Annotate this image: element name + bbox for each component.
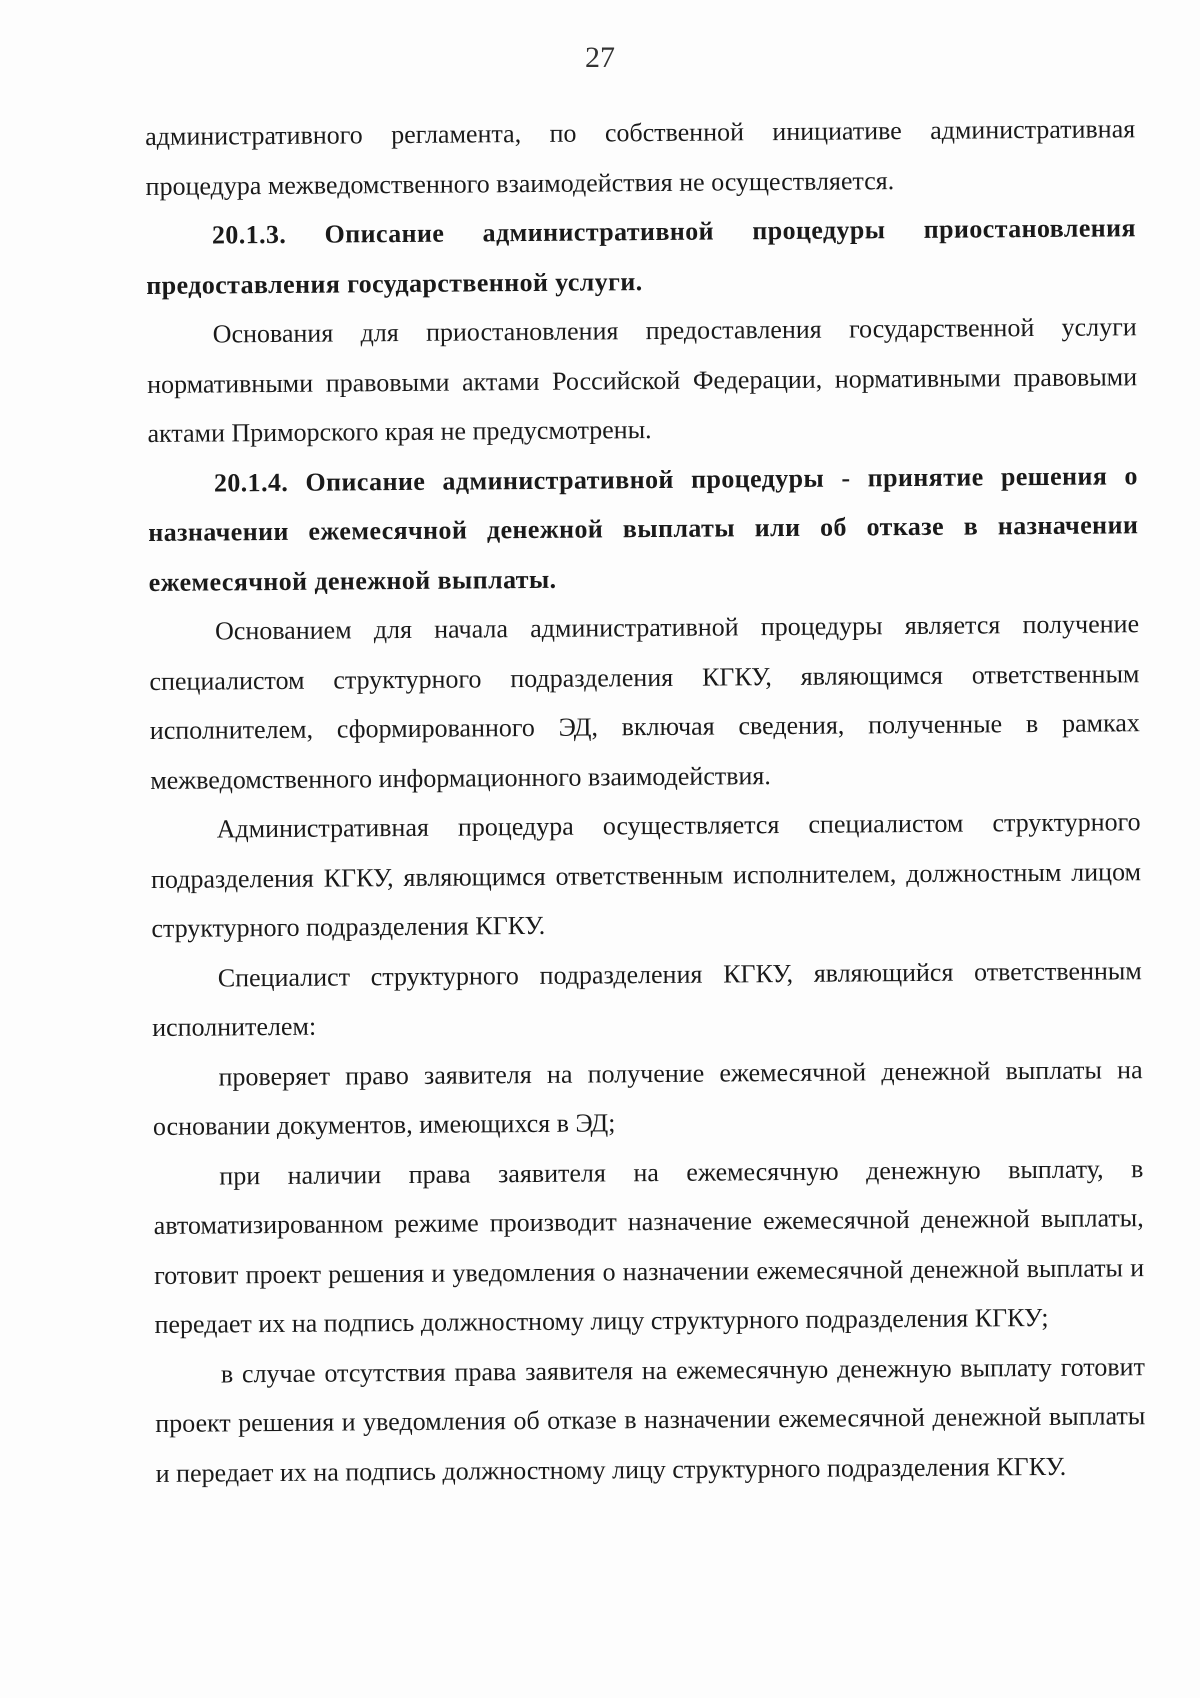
document-body [145,104,1146,1498]
paragraph-specialist-intro: Специалист структурного подразделения КГКУ, являющийся ответственным исполнителем: [152,955,1142,1042]
list-item-checks-right: проверяет право заявителя на получение ежемесячной денежной выплаты на основании документов, имеющихся в ЭД; [152,1054,1143,1141]
section-heading-20-1-4: 20.1.4. Описание административной процедуры - принятие решения о назначении ежемесячной денежной выплаты или об отказе в назначении ежемесячной денежной выплаты. [148,460,1139,597]
paragraph-procedure-basis: Основанием для начала административной процедуры является получение специалистом структурного подразделения КГКУ, являющимся ответственным исполнителем, сформированного ЭД, включая сведения, полученные в рамках межведомственного информационного взаимодействия. [149,609,1140,795]
list-item-right-present: при наличии права заявителя на ежемесячную денежную выплату, в автоматизированном режиме производит назначение ежемесячной денежной выплаты, готовит проект решения и уведомления о назначении ежемесячной денежной выплаты и передает их на подпись должностному лицу структурного подразделения КГКУ; [153,1153,1145,1339]
paragraph-continuation: административного регламента, по собственной инициативе административная процедура межведомственного взаимодействия не осуществляется. [145,114,1136,201]
section-heading-20-1-3: 20.1.3. Описание административной процедуры приостановления предоставления государственной услуги. [146,213,1137,300]
paragraph-suspension-grounds: Основания для приостановления предоставления государственной услуги нормативными правовыми актами Российской Федерации, нормативными правовыми актами Приморского края не предусмотрены. [147,312,1138,448]
list-item-right-absent: в случае отсутствия права заявителя на ежемесячную денежную выплату готовит проект решения и уведомления об отказе в назначении ежемесячной денежной выплаты и передает их на подпись должностному лицу структурного подразделения КГКУ. [155,1351,1146,1488]
paragraph-procedure-executor: Административная процедура осуществляется специалистом структурного подразделения КГКУ, являющимся ответственным исполнителем, должностным лицом структурного подразделения КГКУ. [150,807,1142,943]
page-number: 27 [585,41,615,74]
